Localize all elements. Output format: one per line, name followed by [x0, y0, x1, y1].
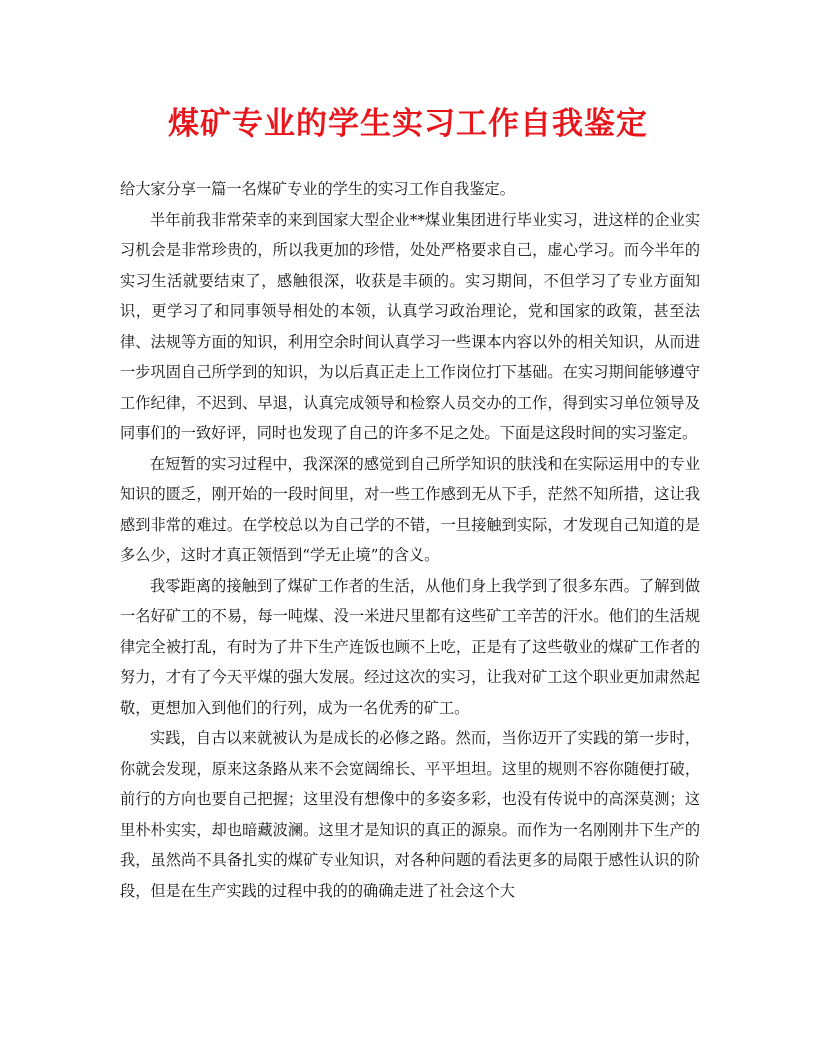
document-body [120, 174, 700, 906]
body-paragraph-3: 我零距离的接触到了煤矿工作者的生活，从他们身上我学到了很多东西。了解到做一名好矿工的不易，每一吨煤、没一米进尺里都有这些矿工辛苦的汗水。他们的生活规律完全被打乱，有时为了井下生产连饭也顾不上吃，正是有了这些敬业的煤矿工作者的努力，才有了今天平煤的强大发展。经过这次的实习，让我对矿工这个职业更加肃然起敬，更想加入到他们的行列，成为一名优秀的矿工。 [120, 576, 700, 717]
body-paragraph-1: 半年前我非常荣幸的来到国家大型企业**煤业集团进行毕业实习，进这样的企业实习机会是非常珍贵的，所以我更加的珍惜，处处严格要求自己，虚心学习。而今半年的实习生活就要结束了，感触很深，收获是丰硕的。实习期间，不但学习了专业方面知识，更学习了和同事领导相处的本领，认真学习政治理论，党和国家的政策，甚至法律、法规等方面的知识，利用空余时间认真学习一些课本内容以外的相关知识，从而进一步巩固自己所学到的知识，为以后真正走上工作岗位打下基础。在实习期间能够遵守工作纪律，不迟到、早退，认真完成领导和检察人员交办的工作，得到实习单位领导及同事们的一致好评，同时也发现了自己的许多不足之处。下面是这段时间的实习鉴定。 [120, 210, 700, 442]
intro-paragraph: 给大家分享一篇一名煤矿专业的学生的实习工作自我鉴定。 [120, 180, 515, 198]
document-title: 煤矿专业的学生实习工作自我鉴定 [168, 106, 648, 142]
body-paragraph-4: 实践，自古以来就被认为是成长的必修之路。然而，当你迈开了实践的第一步时，你就会发现，原来这条路从来不会宽阔绵长、平平坦坦。这里的规则不容你随便打破，前行的方向也要自己把握；这里没有想像中的多姿多彩，也没有传说中的高深莫测；这里朴朴实实，却也暗藏波澜。这里才是知识的真正的源泉。而作为一名刚刚井下生产的我，虽然尚不具备扎实的煤矿专业知识，对各种问题的看法更多的局限于感性认识的阶段，但是在生产实践的过程中我的的确确走进了社会这个大 [120, 729, 700, 900]
body-paragraph-2: 在短暂的实习过程中，我深深的感觉到自己所学知识的肤浅和在实际运用中的专业知识的匮乏，刚开始的一段时间里，对一些工作感到无从下手，茫然不知所措，这让我感到非常的难过。在学校总以为自己学的不错，一旦接触到实际，才发现自己知道的是多么少，这时才真正领悟到“学无止境”的含义。 [120, 454, 700, 564]
